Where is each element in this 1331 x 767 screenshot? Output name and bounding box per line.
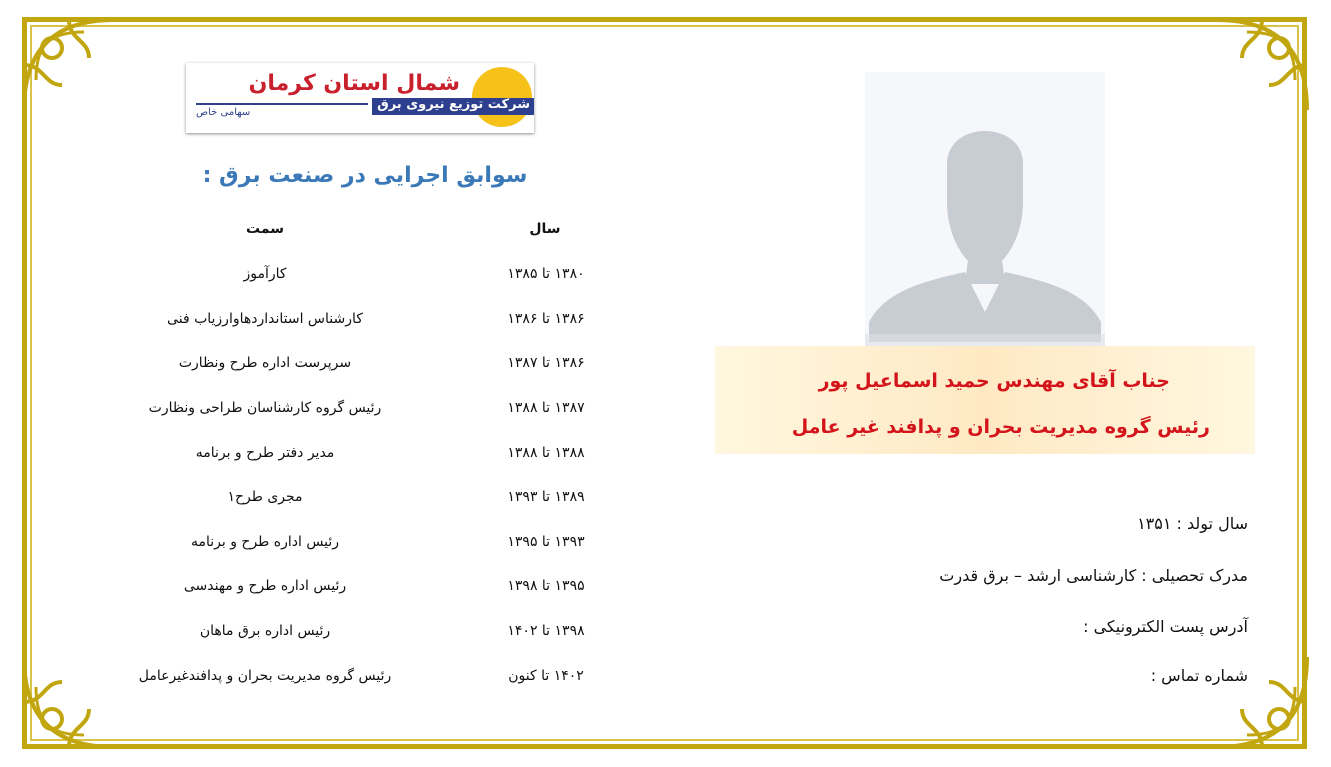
logo-bar [372, 98, 534, 115]
education-degree: مدرک تحصیلی : کارشناسی ارشد – برق قدرت [939, 566, 1248, 585]
history-year: ۱۴۰۲ تا کنون [508, 668, 584, 684]
history-position: سرپرست اداره طرح ونظارت [178, 355, 352, 371]
history-row [100, 355, 620, 379]
history-year: ۱۳۸۶ تا ۱۳۸۷ [507, 355, 585, 371]
logo-divider [196, 103, 368, 105]
history-position: رئیس گروه مدیریت بحران و پدافندغیرعامل [138, 668, 392, 684]
ornament-corner-icon [14, 647, 124, 757]
year-column-header: سال [529, 221, 561, 237]
phone-label: شماره تماس : [1150, 666, 1248, 685]
history-row [100, 266, 620, 290]
profile-photo-placeholder [865, 72, 1105, 362]
history-row [100, 445, 620, 469]
history-row [100, 623, 620, 647]
history-row [100, 311, 620, 335]
history-row [100, 668, 620, 692]
history-year: ۱۳۸۰ تا ۱۳۸۵ [507, 266, 585, 282]
history-year: ۱۳۹۸ تا ۱۴۰۲ [507, 623, 585, 639]
history-position: مجری طرح۱ [227, 489, 303, 505]
logo-company-region: شمال استان کرمان [248, 71, 460, 96]
person-name: جناب آقای مهندس حمید اسماعیل پور [818, 370, 1170, 392]
email-label: آدرس پست الکترونیکی : [1083, 617, 1248, 636]
history-position: رئیس اداره برق ماهان [199, 623, 331, 639]
history-year: ۱۳۸۸ تا ۱۳۸۸ [507, 445, 585, 461]
history-position: رئیس اداره طرح و مهندسی [183, 578, 347, 594]
logo-company-type: سهامی خاص [196, 107, 251, 118]
person-title: رئیس گروه مدیریت بحران و پدافند غیر عامل [791, 416, 1210, 438]
history-year: ۱۳۸۶ تا ۱۳۸۶ [507, 311, 585, 327]
user-silhouette-icon [865, 72, 1105, 362]
logo-company-name: شرکت توزیع نیروی برق [377, 97, 530, 112]
history-year: ۱۳۸۹ تا ۱۳۹۳ [507, 489, 585, 505]
birth-year: سال تولد : ۱۳۵۱ [1137, 514, 1248, 533]
history-year: ۱۳۹۳ تا ۱۳۹۵ [507, 534, 585, 550]
history-row [100, 534, 620, 558]
history-year: ۱۳۸۷ تا ۱۳۸۸ [507, 400, 585, 416]
history-position: کارآموز [243, 266, 287, 282]
history-position: کارشناس استانداردهاوارزیاب فنی [167, 311, 363, 327]
history-year: ۱۳۹۵ تا ۱۳۹۸ [507, 578, 585, 594]
history-title: سوابق اجرایی در صنعت برق : [202, 163, 528, 188]
history-position: رئیس گروه کارشناسان طراحی ونظارت [148, 400, 382, 416]
history-row [100, 489, 620, 513]
ornament-corner-icon [1207, 647, 1317, 757]
history-row [100, 578, 620, 602]
company-logo [186, 63, 534, 133]
history-row [100, 400, 620, 424]
ornament-corner-icon [14, 10, 124, 120]
position-column-header: سمت [246, 221, 284, 237]
history-position: رئیس اداره طرح و برنامه [190, 534, 340, 550]
history-position: مدیر دفتر طرح و برنامه [195, 445, 335, 461]
ornament-corner-icon [1207, 10, 1317, 120]
name-banner [715, 346, 1255, 454]
